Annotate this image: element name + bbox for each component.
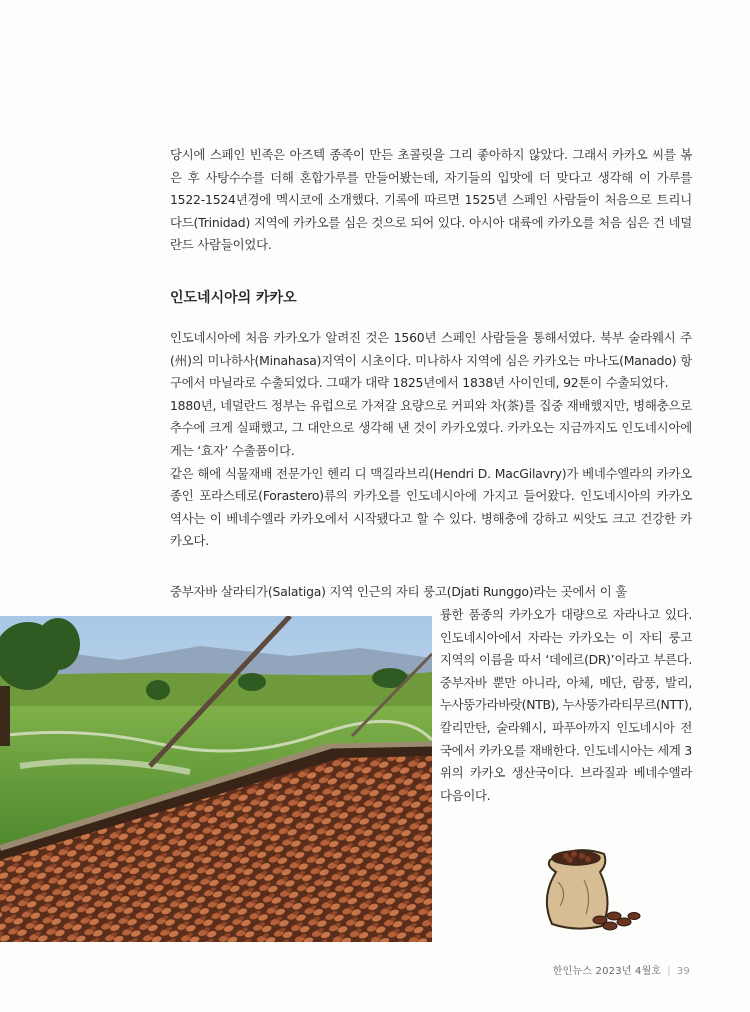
indonesia-paragraphs bbox=[170, 327, 692, 553]
cacao-sack-illustration bbox=[538, 842, 648, 932]
last-paragraph-first-line bbox=[170, 581, 692, 604]
cacao-drying-photo bbox=[0, 616, 432, 942]
page-number: 39 bbox=[676, 966, 690, 977]
page-footer bbox=[553, 962, 690, 977]
last-first-line-text: 중부자바 살라티가(Salatiga) 지역 인근의 자티 룽고(Djati Runggo)라는 곳에서 이 훌 bbox=[170, 584, 628, 599]
footer-separator: | bbox=[667, 966, 671, 977]
paragraph-3: 같은 해에 식물재배 전문가인 헨리 디 맥길라브리(Hendri D. MacGilavry)가 베네수엘라의 카카오 종인 포라스테로(Forastero)류의 카카오를 인도네시아에 가지고 들어왔다. 인도네시아의 카카오 역사는 이 베네수엘라 카카오에서 시작됐다고 할 수 있다. 병해충에 강하고 씨앗도 크고 건강한 카카오다. bbox=[170, 465, 692, 549]
last-paragraph-wrap: 륭한 품종의 카카오가 대량으로 자라나고 있다. 인도네시아에서 자라는 카카오는 이 자티 룽고 지역의 이름을 따서 ‘데에르(DR)’이라고 부른다. 중부자바 뿐만 아니라, 아체, 메단, 람풍, 발리, 누사뚱가라바랏(NTB), 누사뚱가라티무르(NTT), 칼리만탄, 술라웨시, 파푸아까지 인도네시아 전국에서 카카오를 재배한다. 인도네시아는 세계 3위의 카카오 생산국이다. 브라질과 베네수엘라 다음이다. bbox=[440, 607, 692, 803]
section-heading: 인도네시아의 카카오 bbox=[170, 290, 297, 306]
paragraph-1: 인도네시아에 처음 카카오가 알려진 것은 1560년 스페인 사람들을 통해서였다. 북부 술라웨시 주(州)의 미나하사(Minahasa)지역이 시초이다. 미나하사 지역에 심은 카카오는 마나도(Manado) 항구에서 마닐라로 수출되었다. 그때가 대략 1825년에서 1838년 사이인데, 92톤이 수출되었다. bbox=[170, 330, 692, 391]
paragraph-2: 1880년, 네덜란드 정부는 유럽으로 가져갈 요량으로 커피와 차(茶)를 집중 재배했지만, 병해충으로 추수에 크게 실패했고, 그 대안으로 생각해 낸 것이 카카오였다. 카카오는 지금까지도 인도네시아에게는 ‘효자’ 수출품이다. bbox=[170, 397, 692, 458]
intro-text: 당시에 스페인 빈족은 아즈텍 종족이 만든 초콜릿을 그리 좋아하지 않았다. 그래서 카카오 씨를 볶은 후 사탕수수를 더해 혼합가루를 만들어봤는데, 자기들의 입맛에 더 맞다고 생각해 이 가루를 1522-1524년경에 멕시코에 소개했다. 기록에 따르면 1525년 스페인 사람들이 처음으로 트리니다드(Trinidad) 지역에 카카오를 심은 것으로 되어 있다. 아시아 대륙에 카카오를 처음 심은 건 네덜란드 사람들이었다. bbox=[170, 147, 692, 253]
intro-paragraph bbox=[170, 144, 692, 257]
photo-svg bbox=[0, 616, 432, 942]
publication-name: 한인뉴스 2023년 4월호 bbox=[552, 966, 662, 977]
sack-svg bbox=[538, 842, 648, 932]
